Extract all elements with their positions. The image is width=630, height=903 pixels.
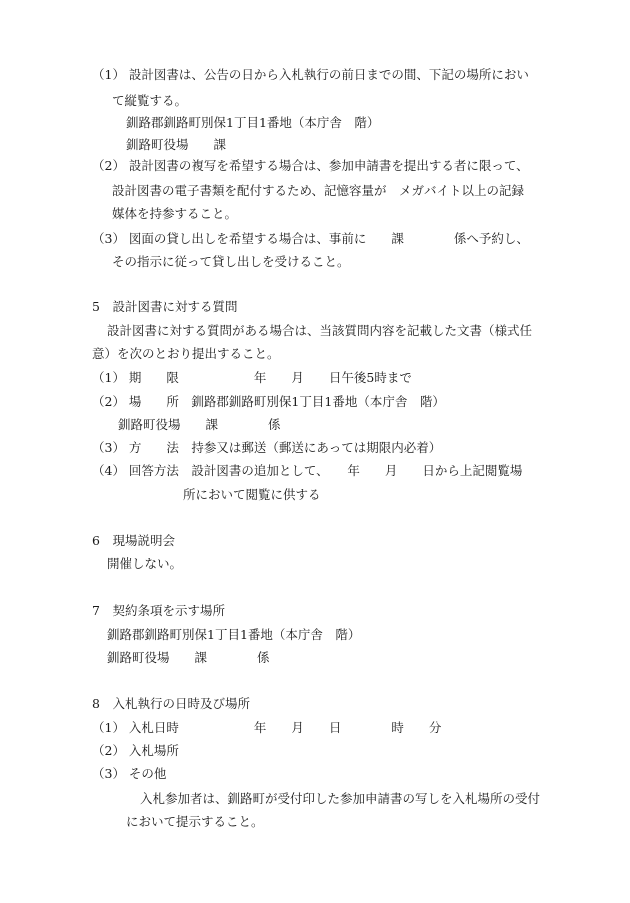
- item-8-3: （3） その他: [92, 766, 167, 781]
- item-5-4: （4） 回答方法 設計図書の追加として、 年 月 日から上記閲覧場: [92, 463, 523, 478]
- item-8-1: （1） 入札日時 年 月 日 時 分: [92, 720, 442, 735]
- item-1-2-cont-b: 媒体を持参すること。: [112, 206, 238, 221]
- item-1-2-cont-a: 設計図書の電子書類を配付するため、記憶容量が メガバイト以上の記録: [112, 183, 525, 198]
- section-7-office: 釧路町役場 課 係: [107, 650, 270, 665]
- section-6-body: 開催しない。: [107, 556, 183, 571]
- item-5-1: （1） 期 限 年 月 日午後5時まで: [92, 370, 412, 385]
- item-8-3-body: 入札参加者は、釧路町が受付印した参加申請書の写しを入札場所の受付: [140, 791, 541, 806]
- address-line: 釧路郡釧路町別保1丁目1番地（本庁舎 階）: [126, 115, 380, 130]
- item-1-1: （1） 設計図書は、公告の日から入札執行の前日までの間、下記の場所におい: [92, 67, 529, 82]
- section-7-address: 釧路郡釧路町別保1丁目1番地（本庁舎 階）: [107, 627, 361, 642]
- item-1-3: （3） 図面の貸し出しを希望する場合は、事前に 課 係へ予約し、: [92, 231, 529, 246]
- section-5-body-cont: 意）を次のとおり提出すること。: [92, 346, 280, 361]
- item-8-3-body-cont: において提示すること。: [126, 814, 264, 829]
- item-8-2: （2） 入札場所: [92, 743, 179, 758]
- section-8-heading: 8 入札執行の日時及び場所: [92, 696, 250, 711]
- section-5-heading: 5 設計図書に対する質問: [92, 299, 238, 314]
- item-1-3-cont: その指示に従って貸し出しを受けること。: [112, 254, 350, 269]
- item-5-2: （2） 場 所 釧路郡釧路町別保1丁目1番地（本庁舎 階）: [92, 394, 445, 409]
- section-7-heading: 7 契約条項を示す場所: [92, 603, 225, 618]
- section-6-heading: 6 現場説明会: [92, 533, 175, 548]
- item-5-4-cont: 所において閲覧に供する: [183, 487, 321, 502]
- item-1-1-cont: て縦覧する。: [112, 93, 188, 108]
- item-1-2: （2） 設計図書の複写を希望する場合は、参加申請書を提出する者に限って、: [92, 158, 529, 173]
- office-line: 釧路町役場 課: [126, 137, 227, 152]
- item-5-3: （3） 方 法 持参又は郵送（郵送にあっては期限内必着）: [92, 440, 442, 455]
- item-5-2-office: 釧路町役場 課 係: [118, 417, 281, 432]
- section-5-body: 設計図書に対する質問がある場合は、当該質問内容を記載した文書（様式任: [107, 323, 533, 338]
